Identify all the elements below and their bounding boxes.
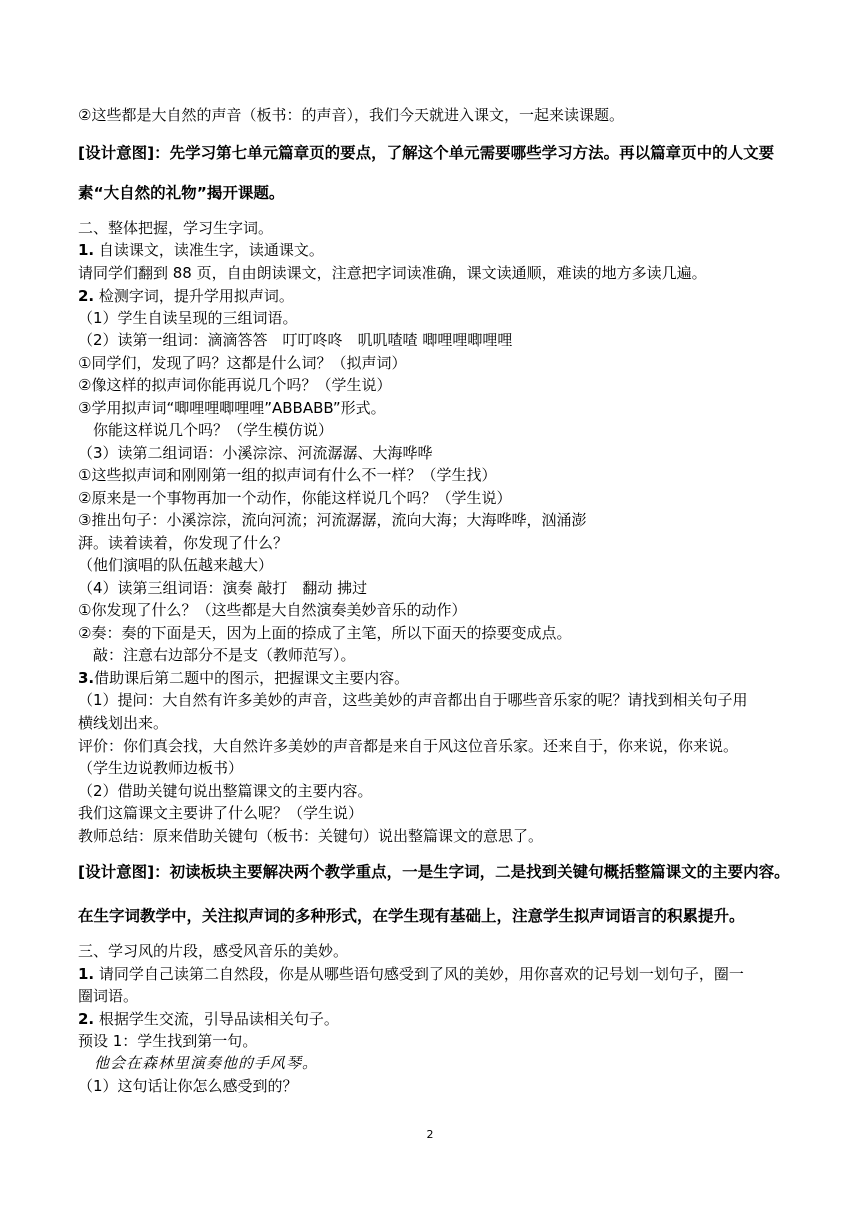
item-text: 检测字词，提升学用拟声词。 xyxy=(98,287,294,305)
text-line: ②这些都是大自然的声音（板书：的声音），我们今天就进入课文，一起来读课题。 xyxy=(78,106,624,124)
design-intent-continuation: 素“大自然的礼物”揭开课题。 xyxy=(78,184,285,202)
text-line: ①这些拟声词和刚刚第一组的拟声词有什么不一样？（学生找） xyxy=(78,466,497,484)
text-line: （1）这句话让你怎么感受到的？ xyxy=(78,1077,298,1095)
text-line: ③学用拟声词“唧哩哩唧哩哩”ABBABB”形式。 xyxy=(78,399,386,417)
numbered-item xyxy=(78,1009,798,1029)
item-number: 3. xyxy=(78,669,95,687)
item-number: 1. xyxy=(78,241,95,259)
text-line: 评价：你们真会找，大自然许多美妙的声音都是来自于风这位音乐家。还来自于，你来说，你来说。 xyxy=(78,737,739,755)
text-line: 我们这篇课文主要讲了什么呢？（学生说） xyxy=(78,804,364,822)
item-number: 1. xyxy=(78,965,95,983)
page-number: 2 xyxy=(426,1128,434,1141)
text-line: ②原来是一个事物再加一个动作，你能这样说几个吗？（学生说） xyxy=(78,489,512,507)
design-intent-continuation: 在生字词教学中，关注拟声词的多种形式，在学生现有基础上，注意学生拟声词语言的积累提升。 xyxy=(78,907,745,925)
text-line: （3）读第二组词语：小溪淙淙、河流潺潺、大海哗哗 xyxy=(78,444,433,462)
text-line: 横线划出来。 xyxy=(78,714,169,732)
text-line: （2）借助关键句说出整篇课文的主要内容。 xyxy=(78,782,373,800)
text-line: （2）读第一组词：滴滴答答 叮叮咚咚 叽叽喳喳 唧哩哩唧哩哩 xyxy=(78,331,513,349)
quoted-sentence: 他会在森林里演奏他的手风琴。 xyxy=(94,1054,319,1072)
section-heading: 三、学习风的片段，感受风音乐的美妙。 xyxy=(78,942,349,960)
text-line: （1）提问：大自然有许多美妙的声音，这些美妙的声音都出自于哪些音乐家的呢？请找到相关句子用 xyxy=(78,691,748,709)
item-number: 2. xyxy=(78,1010,95,1028)
item-text: 借助课后第二题中的图示，把握课文主要内容。 xyxy=(94,669,410,687)
numbered-item xyxy=(78,668,798,688)
text-line: （他们演唱的队伍越来越大） xyxy=(78,556,274,574)
text-line: 请同学们翻到 88 页，自由朗读课文，注意把字词读准确，课文读通顺，难读的地方多读几遍。 xyxy=(78,264,707,282)
text-line: （学生边说教师边板书） xyxy=(78,759,244,777)
item-number: 2. xyxy=(78,287,95,305)
design-intent-heading: [设计意图]：先学习第七单元篇章页的要点，了解这个单元需要哪些学习方法。再以篇章页中的人文要 xyxy=(78,144,775,162)
text-line: ②奏：奏的下面是天，因为上面的捺成了主笔，所以下面天的捺要变成点。 xyxy=(78,624,572,642)
numbered-item xyxy=(78,286,798,306)
numbered-item xyxy=(78,964,798,984)
text-line: ①同学们，发现了吗？这都是什么词？（拟声词） xyxy=(78,354,407,372)
numbered-item xyxy=(78,240,798,260)
text-line: ③推出句子：小溪淙淙，流向河流；河流潺潺，流向大海；大海哗哗，汹涌澎 xyxy=(78,511,587,529)
text-line: 敲：注意右边部分不是支（教师范写）。 xyxy=(78,646,356,664)
section-heading: 二、整体把握，学习生字词。 xyxy=(78,219,274,237)
item-text: 自读课文，读准生字，读通课文。 xyxy=(98,241,324,259)
text-line: 预设 1：学生找到第一句。 xyxy=(78,1032,258,1050)
item-text: 请同学自己读第二自然段，你是从哪些语句感受到了风的美妙，用你喜欢的记号划一划句子，圈一 xyxy=(98,965,744,983)
text-line: ②像这样的拟声词你能再说几个吗？（学生说） xyxy=(78,376,392,394)
text-line: 湃。读着读着，你发现了什么？ xyxy=(78,534,289,552)
design-intent-heading: [设计意图]：初读板块主要解决两个教学重点，一是生字词，二是找到关键句概括整篇课文的主要内容。 xyxy=(78,863,790,881)
item-text: 根据学生交流，引导品读相关句子。 xyxy=(98,1010,339,1028)
text-line: 你能这样说几个吗？（学生模仿说） xyxy=(78,421,334,439)
text-line: （4）读第三组词语：演奏 敲打 翻动 拂过 xyxy=(78,579,368,597)
text-line: ①你发现了什么？（这些都是大自然演奏美妙音乐的动作） xyxy=(78,601,467,619)
text-line: （1）学生自读呈现的三组词语。 xyxy=(78,309,298,327)
text-line: 圈词语。 xyxy=(78,987,139,1005)
text-line: 教师总结：原来借助关键句（板书：关键句）说出整篇课文的意思了。 xyxy=(78,827,544,845)
